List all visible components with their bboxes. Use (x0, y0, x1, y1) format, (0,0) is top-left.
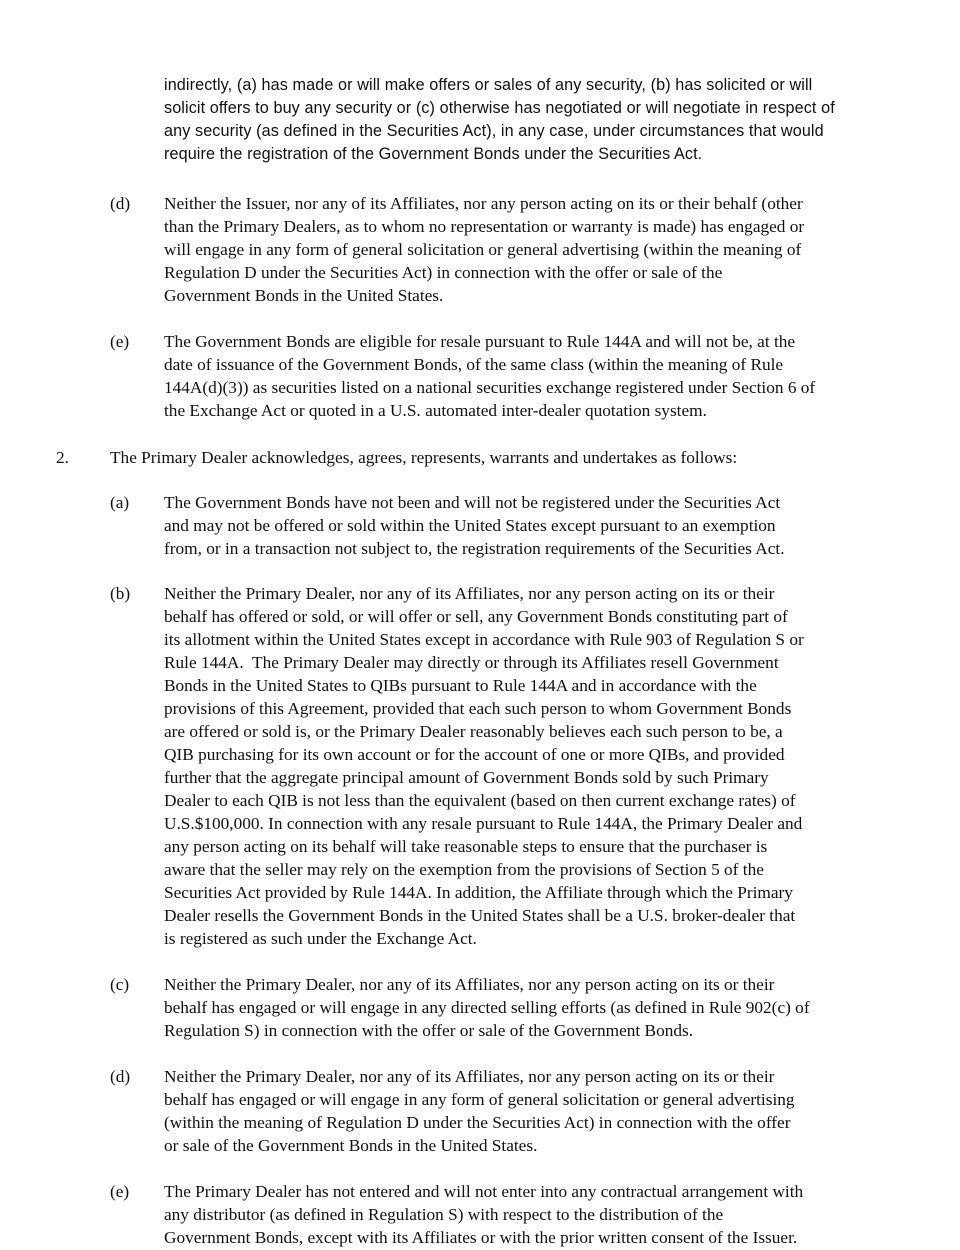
clause-line: Neither the Primary Dealer, nor any of its Affiliates, nor any person acting on its or their (164, 975, 775, 994)
clause-line: Government Bonds, except with its Affiliates or with the prior written consent of the Issuer. (164, 1228, 798, 1247)
clause-line: any distributor (as defined in Regulation S) with respect to the distribution of the (164, 1205, 724, 1224)
clause-line: any person acting on its behalf will take reasonable steps to ensure that the purchaser is (164, 837, 768, 856)
clause-line: (within the meaning of Regulation D under the Securities Act) in connection with the offer (164, 1113, 791, 1132)
clause-line: Rule 144A. The Primary Dealer may directly or through its Affiliates resell Government (164, 653, 779, 672)
clause-label: (a) (110, 493, 130, 512)
clause-line: The Primary Dealer has not entered and will not enter into any contractual arrangement with (164, 1182, 804, 1201)
clause-line: behalf has offered or sold, or will offer or sell, any Government Bonds constituting part of (164, 607, 788, 626)
clause-line: and may not be offered or sold within the United States except pursuant to an exemption (164, 516, 776, 535)
clause-line: behalf has engaged or will engage in any directed selling efforts (as defined in Rule 902(c) of (164, 998, 810, 1017)
clause-line: Dealer to each QIB is not less than the equivalent (based on then current exchange rates) of (164, 791, 796, 810)
clause-line: 144A(d)(3)) as securities listed on a national securities exchange registered under Section 6 of (164, 378, 816, 397)
clause-line: is registered as such under the Exchange Act. (164, 929, 477, 948)
clause-line: The Government Bonds have not been and will not be registered under the Securities Act (164, 493, 781, 512)
clause-line: Regulation D under the Securities Act) in connection with the offer or sale of the (164, 263, 723, 282)
clause-line: further that the aggregate principal amount of Government Bonds sold by such Primary (164, 768, 769, 787)
clause-line: U.S.$100,000. In connection with any resale pursuant to Rule 144A, the Primary Dealer and (164, 814, 803, 833)
section-number: 2. (56, 448, 69, 467)
continuation-line: indirectly, (a) has made or will make offers or sales of any security, (b) has solicited or will (164, 76, 813, 94)
clause-line: Bonds in the United States to QIBs pursuant to Rule 144A and in accordance with the (164, 676, 757, 695)
clause-line: Neither the Issuer, nor any of its Affiliates, nor any person acting on its or their behalf (other (164, 194, 803, 213)
clause-label: (e) (110, 1182, 130, 1201)
clause-line: its allotment within the United States except in accordance with Rule 903 of Regulation S or (164, 630, 804, 649)
clause-label: (c) (110, 975, 130, 994)
clause-line: Dealer resells the Government Bonds in the United States shall be a U.S. broker-dealer that (164, 906, 796, 925)
clause-line: Neither the Primary Dealer, nor any of its Affiliates, nor any person acting on its or their (164, 584, 775, 603)
clause-label: (d) (110, 194, 131, 213)
section-heading: The Primary Dealer acknowledges, agrees, represents, warrants and undertakes as follows: (110, 448, 738, 467)
clause-line: from, or in a transaction not subject to, the registration requirements of the Securities Act. (164, 539, 785, 558)
clause-label: (d) (110, 1067, 131, 1086)
clause-line: or sale of the Government Bonds in the United States. (164, 1136, 538, 1155)
clause-line: behalf has engaged or will engage in any form of general solicitation or general advertising (164, 1090, 795, 1109)
clause-line: Government Bonds in the United States. (164, 286, 444, 305)
clause-line: The Government Bonds are eligible for resale pursuant to Rule 144A and will not be, at the (164, 332, 796, 351)
clause-line: provisions of this Agreement, provided that each such person to whom Government Bonds (164, 699, 792, 718)
clause-line: Regulation S) in connection with the offer or sale of the Government Bonds. (164, 1021, 694, 1040)
continuation-line: require the registration of the Government Bonds under the Securities Act. (164, 145, 703, 163)
clause-line: Securities Act provided by Rule 144A. In addition, the Affiliate through which the Primary (164, 883, 793, 902)
clause-line: Neither the Primary Dealer, nor any of its Affiliates, nor any person acting on its or their (164, 1067, 775, 1086)
clause-line: QIB purchasing for its own account or for the account of one or more QIBs, and provided (164, 745, 785, 764)
clause-label: (e) (110, 332, 130, 351)
clause-line: are offered or sold is, or the Primary Dealer reasonably believes each such person to be, a (164, 722, 783, 741)
continuation-line: solicit offers to buy any security or (c) otherwise has negotiated or will negotiate in respect of (164, 99, 835, 117)
clause-line: the Exchange Act or quoted in a U.S. automated inter-dealer quotation system. (164, 401, 707, 420)
clause-line: date of issuance of the Government Bonds, of the same class (within the meaning of Rule (164, 355, 784, 374)
clause-line: will engage in any form of general solicitation or general advertising (within the meaning of (164, 240, 802, 259)
clause-line: than the Primary Dealers, as to whom no representation or warranty is made) has engaged or (164, 217, 805, 236)
clause-line: aware that the seller may rely on the exemption from the provisions of Section 5 of the (164, 860, 764, 879)
continuation-line: any security (as defined in the Securities Act), in any case, under circumstances that would (164, 122, 824, 140)
clause-label: (b) (110, 584, 131, 603)
